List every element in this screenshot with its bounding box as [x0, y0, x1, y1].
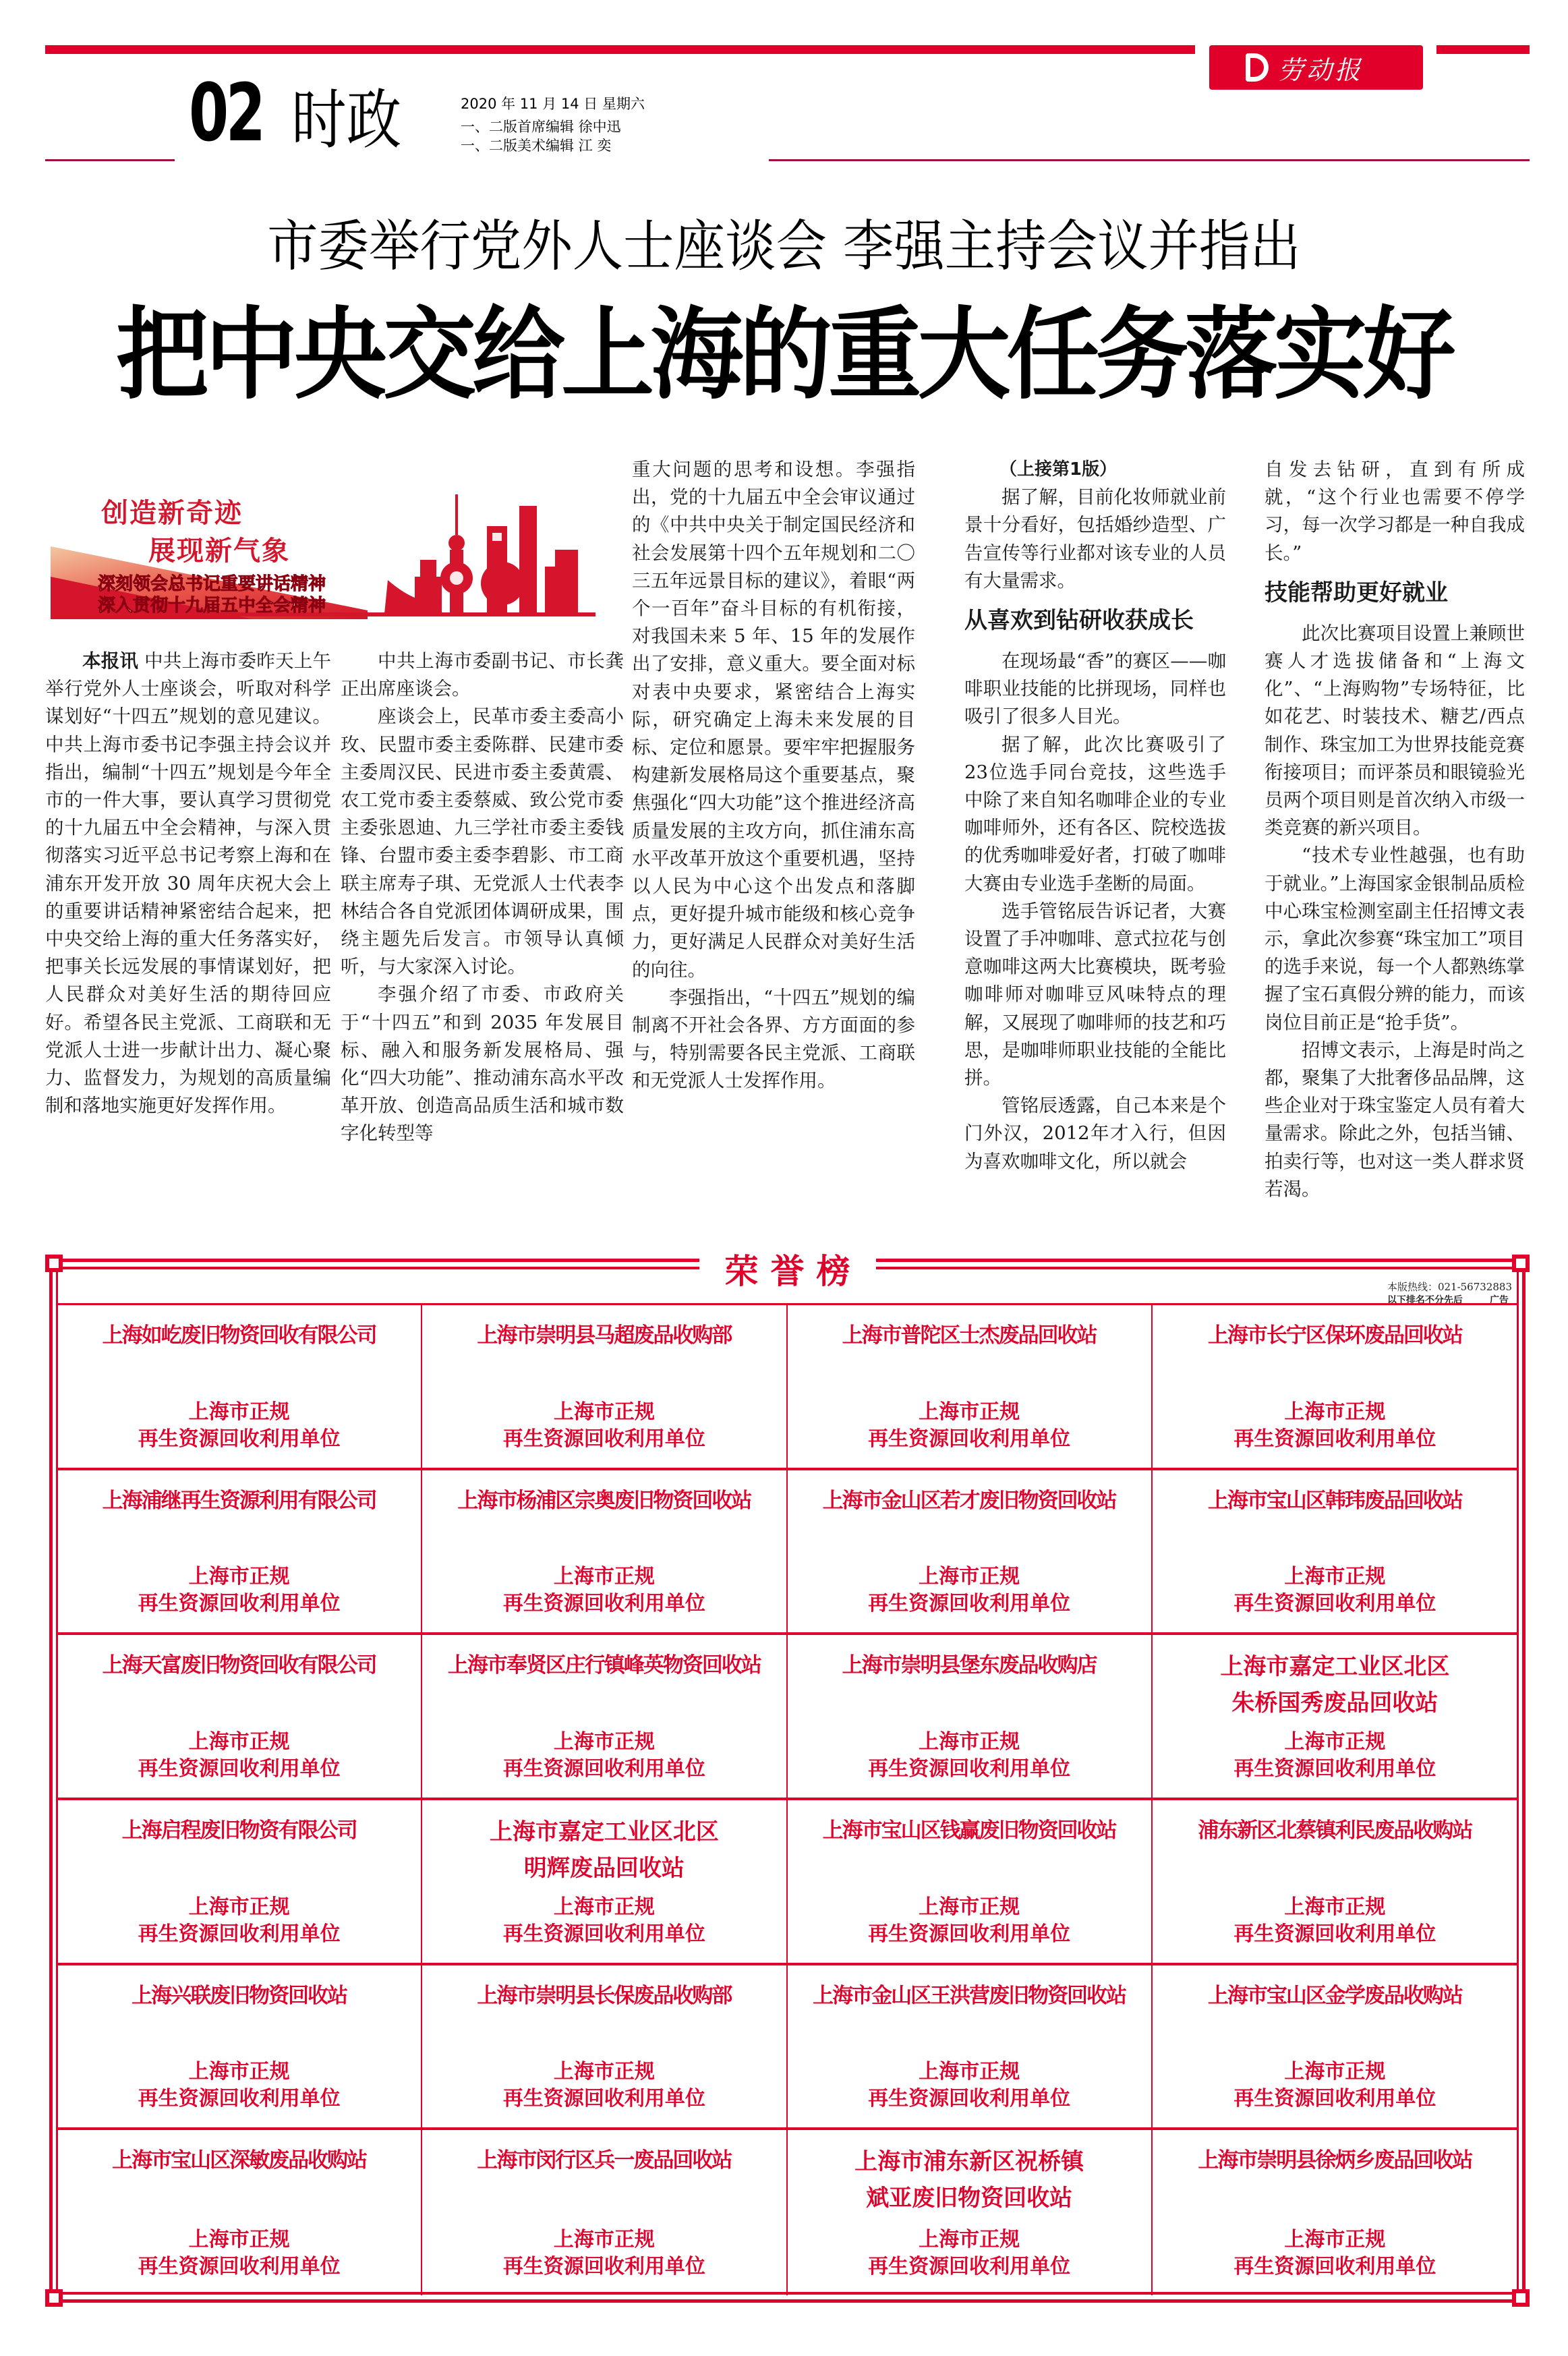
company-name-line: 上海市金山区若才废旧物资回收站	[822, 1488, 1116, 1513]
honor-board-title: 荣誉榜	[45, 1255, 1530, 1288]
paragraph: 招博文表示，上海是时尚之都，聚集了大批奢侈品品牌，这些企业对于珠宝鉴定人员有着大量需求。除此之外，包括当铺、拍卖行等，也对这一类人群求贤若渴。	[1265, 1039, 1525, 1200]
paragraph: 选手管铭辰告诉记者，大赛设置了手冲咖啡、意式拉花与创意咖啡这两大比赛模块，既考验咖啡师对咖啡豆风味特点的理解，又展现了咖啡师的技艺和巧思，是咖啡师职业技能的全能比拼。	[964, 900, 1226, 1089]
company-name	[60, 1648, 418, 1682]
certification-line2: 再生资源回收利用单位	[502, 2087, 705, 2111]
honor-entry	[422, 1965, 787, 2131]
honor-entry	[1153, 1800, 1517, 1965]
certification-line2: 再生资源回收利用单位	[1233, 1922, 1436, 1946]
article-headline[interactable]: 把中央交给上海的重大任务落实好	[116, 295, 1452, 413]
certification-label	[57, 2226, 421, 2280]
certification-line1: 上海市正规	[188, 2060, 290, 2084]
certification-line2: 再生资源回收利用单位	[868, 2255, 1071, 2278]
company-name-line: 上海市普陀区士杰废品回收站	[842, 1323, 1097, 1348]
honor-entry	[422, 2130, 787, 2295]
honor-entry	[788, 1470, 1153, 1636]
banner-line4: 深入贯彻十九届五中全会精神	[98, 596, 326, 616]
company-name	[425, 1648, 783, 1682]
company-name-line: 上海市杨浦区宗奥废旧物资回收站	[457, 1488, 751, 1513]
paragraph: 李强介绍了市委、市政府关于“十四五”和到 2035 年发展目标、融入和服务新发展格局、强化“四大功能”、推动浦东高水平改革开放、创造高品质生活和城市数字化转型等	[341, 983, 624, 1145]
honor-entry	[1153, 1965, 1517, 2131]
company-name	[790, 1319, 1149, 1352]
certification-line2: 再生资源回收利用单位	[138, 2087, 341, 2111]
certification-label	[788, 1563, 1151, 1617]
company-name-line: 上海兴联废旧物资回收站	[132, 1983, 347, 2008]
honor-entry	[1153, 1635, 1517, 1800]
chief-editor: 一、二版首席编辑 徐中迅	[461, 119, 621, 135]
certification-line1: 上海市正规	[553, 2060, 655, 2084]
company-name	[425, 2144, 783, 2177]
company-name-line: 上海市崇明县堡东废品收购店	[842, 1653, 1097, 1678]
certification-label	[1153, 1563, 1517, 1617]
paragraph: 本报讯 中共上海市委昨天上午举行党外人士座谈会，听取对科学谋划好“十四五”规划的意见建议。中共上海市委书记李强主持会议并指出，编制“十四五”规划是今年全市的一件大事，要认真学习贯彻党的十九届五中全会精神，与深入贯彻落实习近平总书记考察上海和在浦东开发开放 30 周年庆祝大会上的重要讲话精神紧密结合起来，把中央交给上海的重大任务落实好，把事关长远发展的事情谋划好，把人民群众对美好生活的期待回应好。希望各民主党派、工商联和无党派人士进一步献计出力、凝心聚力、监督发力，为规划的高质量编制和落地实施更好发挥作用。	[45, 650, 331, 1117]
certification-line1: 上海市正规	[553, 1730, 655, 1754]
continued-column-1	[964, 456, 1226, 1176]
honor-entry	[422, 1635, 787, 1800]
company-name-line: 上海天富废旧物资回收有限公司	[102, 1653, 376, 1678]
top-red-bar	[45, 45, 1195, 54]
company-name-line: 上海市宝山区钱赢废旧物资回收站	[822, 1818, 1116, 1843]
company-name	[790, 1979, 1149, 2013]
article-column-3	[632, 456, 915, 1095]
certification-line1: 上海市正规	[188, 2228, 290, 2251]
certification-line1: 上海市正规	[919, 1565, 1020, 1589]
certification-line1: 上海市正规	[919, 1400, 1020, 1424]
honor-entry	[788, 1635, 1153, 1800]
newspaper-name: 劳动报	[1278, 55, 1364, 85]
certification-label	[57, 2059, 421, 2113]
company-name-line: 浦东新区北蔡镇利民废品收购站	[1198, 1818, 1472, 1843]
honor-entry	[57, 1800, 422, 1965]
certification-line2: 再生资源回收利用单位	[868, 1757, 1071, 1781]
certification-label	[57, 1399, 421, 1453]
banner-line1: 创造新奇迹	[101, 498, 243, 529]
honor-entry	[57, 1635, 422, 1800]
company-name-line: 上海如屹废旧物资回收有限公司	[102, 1323, 376, 1348]
certification-line2: 再生资源回收利用单位	[868, 1592, 1071, 1616]
certification-line1: 上海市正规	[553, 2228, 655, 2251]
certification-line2: 再生资源回收利用单位	[502, 2255, 705, 2278]
honor-entry	[788, 2130, 1153, 2295]
honor-entry	[422, 1800, 787, 1965]
certification-line1: 上海市正规	[1284, 2228, 1386, 2251]
certification-label	[57, 1729, 421, 1783]
certification-line1: 上海市正规	[919, 1895, 1020, 1919]
certification-line1: 上海市正规	[1284, 1730, 1386, 1754]
hotline: 本版热线：021-56732883	[1387, 1281, 1512, 1293]
banner-image	[51, 476, 596, 619]
certification-line2: 再生资源回收利用单位	[138, 1757, 341, 1781]
company-name-line: 上海市长宁区保环废品回收站	[1207, 1323, 1462, 1348]
certification-line1: 上海市正规	[919, 1730, 1020, 1754]
certification-line2: 再生资源回收利用单位	[138, 1592, 341, 1616]
certification-line1: 上海市正规	[1284, 2060, 1386, 2084]
section-heading: 从喜欢到钻研收获成长	[964, 607, 1194, 635]
honor-entry	[788, 1800, 1153, 1965]
honor-grid	[57, 1303, 1517, 2295]
honor-entry	[57, 1965, 422, 2131]
certification-label	[788, 1729, 1151, 1783]
honor-entry	[788, 1965, 1153, 2131]
paragraph: 管铭辰透露，自己本来是个门外汉，2012年才入行，但因为喜欢咖啡文化，所以就会	[964, 1095, 1226, 1172]
company-name	[790, 1814, 1149, 1847]
certification-label	[1153, 2059, 1517, 2113]
article-column-2	[341, 648, 624, 1148]
paragraph: 座谈会上，民革市委主委高小玫、民盟市委主委陈群、民建市委主委周汉民、民进市委主委黄震、农工党市委主委蔡威、致公党市委主委张恩迪、九三学社市委主委钱锋、台盟市委主委李碧影、市工商联主席寿子琪、无党派人士代表李林结合各自党派团体调研成果，围绕主题先后发言。市领导认真倾听，与大家深入讨论。	[341, 706, 624, 978]
company-name-line: 朱桥国秀废品回收站	[1231, 1690, 1439, 1717]
certification-line1: 上海市正规	[919, 2228, 1020, 2251]
certification-label	[422, 2226, 786, 2280]
paragraph: 李强指出，“十四五”规划的编制离不开社会各界、方方面面的参与，特别需要各民主党派、工商联和无党派人士发挥作用。	[632, 986, 915, 1092]
continued-column-2	[1265, 456, 1525, 1203]
certification-line2: 再生资源回收利用单位	[1233, 1592, 1436, 1616]
certification-line1: 上海市正规	[1284, 1895, 1386, 1919]
certification-line2: 再生资源回收利用单位	[138, 1427, 341, 1451]
certification-label	[422, 2059, 786, 2113]
certification-label	[1153, 1729, 1517, 1783]
company-name-line: 斌亚废旧物资回收站	[866, 2185, 1073, 2212]
honor-entry	[788, 1305, 1153, 1470]
company-name	[60, 1484, 418, 1518]
paragraph: “技术专业性越强，也有助于就业。”上海国家金银制品质检中心珠宝检测室副主任招博文表示，拿此次参赛“珠宝加工”项目的选手来说，每一个人都熟练掌握了宝石真假分辨的能力，而该岗位目前正是“抢手货”。	[1265, 844, 1525, 1033]
certification-line2: 再生资源回收利用单位	[1233, 1757, 1436, 1781]
company-name	[790, 2144, 1149, 2216]
certification-line1: 上海市正规	[553, 1895, 655, 1919]
article-column-1	[45, 648, 331, 1120]
article-subhead: 市委举行党外人士座谈会 李强主持会议并指出	[267, 214, 1301, 279]
certification-line2: 再生资源回收利用单位	[138, 2255, 341, 2278]
section-title: 时政	[291, 82, 402, 158]
company-name	[60, 1319, 418, 1352]
company-name	[1155, 1814, 1515, 1847]
company-name-line: 上海市宝山区金学废品收购站	[1207, 1983, 1462, 2008]
certification-label	[422, 1563, 786, 1617]
company-name-line: 上海市崇明县徐炳乡废品回收站	[1198, 2148, 1472, 2173]
paragraph: 在现场最“香”的赛区——咖啡职业技能的比拼现场，同样也吸引了很多人目光。	[964, 650, 1226, 728]
company-name-line: 上海市嘉定工业区北区	[1220, 1653, 1450, 1681]
skyline-icon	[384, 494, 578, 614]
honor-board	[45, 1252, 1530, 2307]
certification-line1: 上海市正规	[553, 1565, 655, 1589]
certification-line1: 上海市正规	[188, 1400, 290, 1424]
banner-line3: 深刻领会总书记重要讲话精神	[98, 574, 326, 594]
company-name	[425, 1319, 783, 1352]
page-number: 02	[189, 66, 263, 159]
company-name-line: 上海市崇明县马超废品收购部	[477, 1323, 732, 1348]
honor-entry	[57, 1470, 422, 1636]
certification-label	[57, 1563, 421, 1617]
paragraph: 中共上海市委副书记、市长龚正出席座谈会。	[341, 650, 624, 700]
certification-line2: 再生资源回收利用单位	[502, 1922, 705, 1946]
company-name	[425, 1484, 783, 1518]
banner-line2: 展现新气象	[148, 536, 290, 567]
certification-label	[1153, 1894, 1517, 1948]
company-name-line: 上海市嘉定工业区北区	[489, 1818, 719, 1845]
company-name-line: 上海浦继再生资源利用有限公司	[102, 1488, 376, 1513]
honor-entry	[57, 1305, 422, 1470]
honor-entry	[422, 1305, 787, 1470]
certification-label	[788, 2226, 1151, 2280]
certification-line2: 再生资源回收利用单位	[502, 1592, 705, 1616]
certification-line2: 再生资源回收利用单位	[868, 1922, 1071, 1946]
honor-entry	[57, 2130, 422, 2295]
company-name	[790, 1484, 1149, 1518]
certification-line2: 再生资源回收利用单位	[1233, 2087, 1436, 2111]
company-name-line: 上海市宝山区韩玮废品回收站	[1207, 1488, 1462, 1513]
company-name-line: 上海市奉贤区庄行镇峰英物资回收站	[447, 1653, 761, 1678]
company-name	[1155, 1319, 1515, 1352]
paragraph: 自发去钻研，直到有所成就，“这个行业也需要不停学习，每一次学习都是一种自我成长。”	[1265, 459, 1525, 564]
company-name	[1155, 1648, 1515, 1721]
certification-line2: 再生资源回收利用单位	[138, 1922, 341, 1946]
paragraph: 据了解，此次比赛吸引了23位选手同台竞技，这些选手中除了来自知名咖啡企业的专业咖啡师外，还有各区、院校选拔的优秀咖啡爱好者，打破了咖啡大赛由专业选手垄断的局面。	[964, 733, 1226, 894]
company-name-line: 上海市闵行区兵一废品回收站	[477, 2148, 732, 2173]
certification-label	[57, 1894, 421, 1948]
certification-line2: 再生资源回收利用单位	[868, 2087, 1071, 2111]
certification-label	[788, 1894, 1151, 1948]
certification-label	[788, 2059, 1151, 2113]
certification-line1: 上海市正规	[1284, 1400, 1386, 1424]
company-name	[1155, 2144, 1515, 2177]
ad-label: 广告	[1489, 1295, 1509, 1306]
company-name	[60, 1814, 418, 1847]
certification-line2: 再生资源回收利用单位	[502, 1427, 705, 1451]
top-red-bar-right	[1436, 45, 1530, 54]
certification-label	[422, 1729, 786, 1783]
honor-entry	[1153, 2130, 1517, 2295]
ranking-note: 以下排名不分先后	[1387, 1295, 1463, 1306]
company-name	[790, 1648, 1149, 1682]
lead-label: 本报讯	[82, 650, 139, 672]
certification-line2: 再生资源回收利用单位	[1233, 1427, 1436, 1451]
newspaper-logo[interactable]	[1209, 45, 1423, 90]
certification-label	[1153, 1399, 1517, 1453]
paragraph: 据了解，目前化妆师就业前景十分看好，包括婚纱造型、广告宣传等行业都对该专业的人员有大量需求。	[964, 486, 1226, 592]
certification-label	[422, 1399, 786, 1453]
company-name	[1155, 1979, 1515, 2013]
honor-entry	[1153, 1305, 1517, 1470]
dateline	[461, 94, 645, 155]
company-name-line: 上海市金山区王洪营废旧物资回收站	[813, 1983, 1126, 2008]
honor-entry	[422, 1470, 787, 1636]
company-name-line: 上海市崇明县长保废品收购部	[477, 1983, 732, 2008]
paragraph: 此次比赛项目设置上兼顾世赛人才选拔储备和“上海文化”、“上海购物”专场特征，比如花艺、时装技术、糖艺/西点制作、珠宝加工为世界技能竞赛衔接项目；而评茶员和眼镜验光员两个项目则是首次纳入市级一类竞赛的新兴项目。	[1265, 622, 1525, 839]
paragraph: 重大问题的思考和设想。李强指出，党的十九届五中全会审议通过的《中共中央关于制定国民经济和社会发展第十四个五年规划和二〇三五年远景目标的建议》，着眼“两个一百年”奋斗目标的有机衔接，对我国未来 5 年、15 年的发展作出了安排，意义重大。要全面对标对表中央要求，紧密结合上海实际，研究确定上海未来发展的目标、定位和愿景。要牢牢把握服务构建新发展格局这个重要基点，聚焦强化“四大功能”这个推进经济高质量发展的主攻方向，抓住浦东高水平改革开放这个重要机遇，坚持以人民为中心这个出发点和落脚点，更好提升城市能级和核心竞争力，更好满足人民群众对美好生活的向往。	[632, 459, 915, 981]
certification-line2: 再生资源回收利用单位	[868, 1427, 1071, 1451]
company-name-line: 明辉废品回收站	[523, 1855, 685, 1882]
certification-line1: 上海市正规	[1284, 1565, 1386, 1589]
certification-label	[788, 1399, 1151, 1453]
certification-line1: 上海市正规	[188, 1895, 290, 1919]
certification-label	[422, 1894, 786, 1948]
company-name	[425, 1814, 783, 1887]
company-name-line: 上海市宝山区深敏废品收购站	[112, 2148, 367, 2173]
continued-label[interactable]: （上接第1版）	[999, 459, 1117, 480]
certification-line2: 再生资源回收利用单位	[1233, 2255, 1436, 2278]
company-name-line: 上海市浦东新区祝桥镇	[854, 2148, 1084, 2176]
certification-label	[1153, 2226, 1517, 2280]
certification-line1: 上海市正规	[553, 1400, 655, 1424]
certification-line1: 上海市正规	[188, 1565, 290, 1589]
date: 2020 年 11 月 14 日 星期六	[461, 96, 645, 112]
certification-line1: 上海市正规	[919, 2060, 1020, 2084]
section-heading: 技能帮助更好就业	[1265, 579, 1448, 606]
company-name	[1155, 1484, 1515, 1518]
art-editor: 一、二版美术编辑 江 奕	[461, 138, 612, 154]
divider	[769, 159, 1530, 161]
company-name	[60, 2144, 418, 2177]
company-name-line: 上海启程废旧物资有限公司	[121, 1818, 357, 1843]
certification-line1: 上海市正规	[188, 1730, 290, 1754]
certification-line2: 再生资源回收利用单位	[502, 1757, 705, 1781]
divider	[45, 159, 175, 161]
company-name	[425, 1979, 783, 2013]
company-name	[60, 1979, 418, 2013]
honor-entry	[1153, 1470, 1517, 1636]
logo-mark-icon	[1246, 53, 1269, 82]
